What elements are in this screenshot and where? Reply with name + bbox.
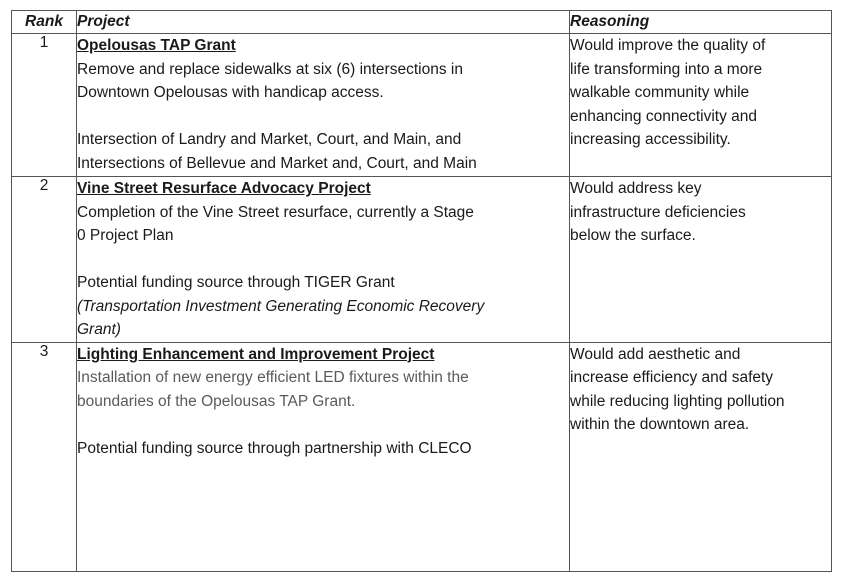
header-rank: Rank bbox=[12, 11, 77, 34]
reasoning-cell bbox=[570, 34, 832, 177]
reasoning-line: while reducing lighting pollution bbox=[570, 392, 785, 410]
rank-cell: 3 bbox=[12, 342, 77, 571]
reasoning-line: infrastructure deficiencies bbox=[570, 203, 746, 221]
project-description-line: Remove and replace sidewalks at six (6) intersections in bbox=[77, 60, 463, 78]
project-description-line: Intersection of Landry and Market, Court, and Main, and bbox=[77, 131, 462, 148]
project-description-line: Installation of new energy efficient LED fixtures within the bbox=[77, 369, 469, 386]
project-description-line: Downtown Opelousas with handicap access. bbox=[77, 84, 384, 101]
reasoning-line: increasing accessibility. bbox=[570, 131, 731, 148]
reasoning-line: Would address key bbox=[570, 180, 702, 197]
project-cell bbox=[77, 342, 570, 571]
project-description-line: Potential funding source through partnership with CLECO bbox=[77, 439, 472, 457]
project-ranking-table bbox=[11, 10, 832, 572]
project-title: Lighting Enhancement and Improvement Project bbox=[77, 345, 435, 363]
project-description-line: Intersections of Bellevue and Market and, Court, and Main bbox=[77, 154, 477, 172]
reasoning-line: enhancing connectivity and bbox=[570, 107, 757, 125]
header-reasoning: Reasoning bbox=[570, 11, 832, 34]
reasoning-line: walkable community while bbox=[570, 84, 750, 101]
reasoning-line: below the surface. bbox=[570, 227, 696, 244]
project-description-line: Grant) bbox=[77, 321, 121, 338]
table-row bbox=[12, 34, 832, 177]
rank-cell: 1 bbox=[12, 34, 77, 177]
reasoning-line: increase efficiency and safety bbox=[570, 369, 774, 386]
project-cell bbox=[77, 177, 570, 343]
reasoning-cell bbox=[570, 177, 832, 343]
reasoning-line: Would improve the quality of bbox=[570, 37, 766, 54]
project-cell bbox=[77, 34, 570, 177]
rank-cell: 2 bbox=[12, 177, 77, 343]
header-row bbox=[12, 11, 832, 34]
project-title: Vine Street Resurface Advocacy Project bbox=[77, 180, 371, 197]
project-description-line: (Transportation Investment Generating Economic Recovery bbox=[77, 297, 485, 315]
reasoning-cell bbox=[570, 342, 832, 571]
reasoning-line: within the downtown area. bbox=[570, 416, 750, 433]
project-description-line: boundaries of the Opelousas TAP Grant. bbox=[77, 392, 356, 410]
project-description-line: Potential funding source through TIGER Grant bbox=[77, 274, 395, 291]
project-title: Opelousas TAP Grant bbox=[77, 37, 236, 54]
reasoning-line: life transforming into a more bbox=[570, 60, 763, 78]
header-project: Project bbox=[77, 11, 570, 34]
reasoning-line: Would add aesthetic and bbox=[570, 345, 741, 363]
table-row bbox=[12, 342, 832, 571]
table-row bbox=[12, 177, 832, 343]
project-description-line: 0 Project Plan bbox=[77, 227, 174, 244]
project-description-line: Completion of the Vine Street resurface, currently a Stage bbox=[77, 203, 474, 221]
